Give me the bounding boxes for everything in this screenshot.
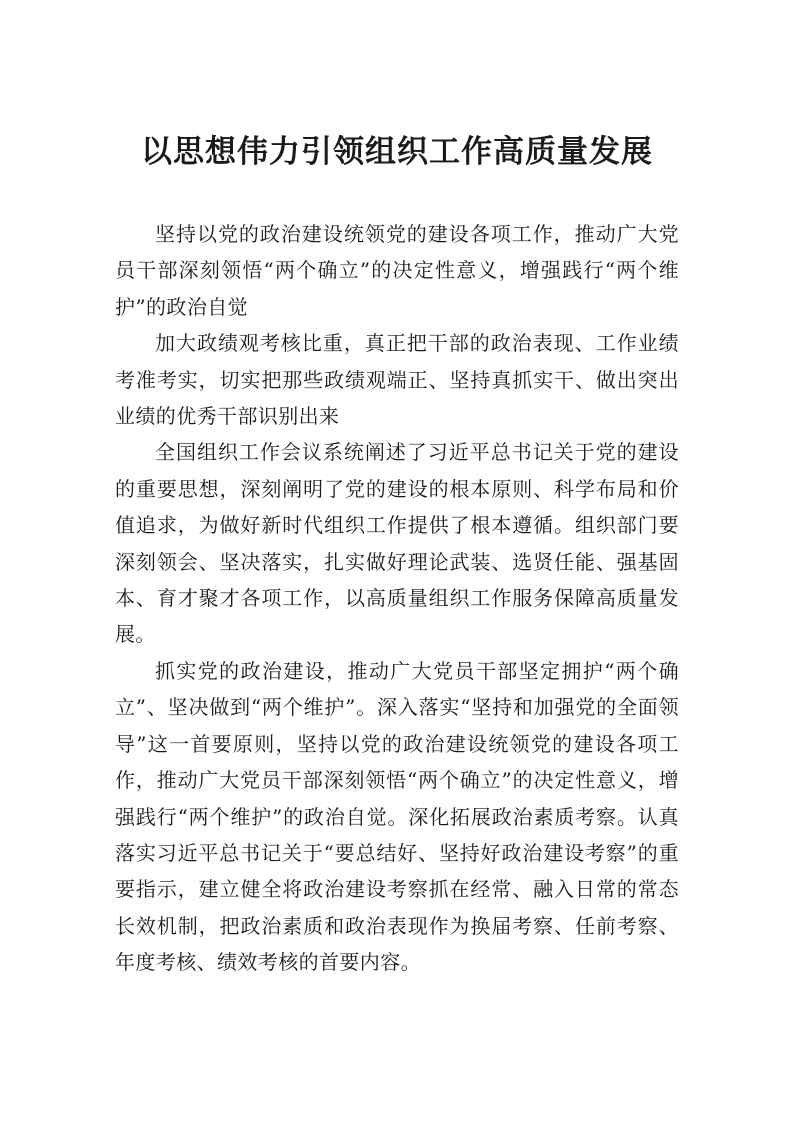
document-title: 以思想伟力引领组织工作高质量发展	[141, 134, 653, 170]
paragraph-4: 抓实党的政治建设，推动广大党员干部坚定拥护“两个确立”、坚决做到“两个维护”。深入落实“坚持和加强党的全面领导”这一首要原则，坚持以党的政治建设统领党的建设各项工作，推动广大党员干部深刻领悟“两个确立”的决定性意义，增强践行“两个维护”的政治自觉。深化拓展政治素质考察。认真落实习近平总书记关于“要总结好、坚持好政治建设考察”的重要指示，建立健全将政治建设考察抓在经常、融入日常的常态长效机制，把政治素质和政治表现作为换届考察、任前考察、年度考核、绩效考核的首要内容。	[115, 658, 679, 975]
paragraph-1: 坚持以党的政治建设统领党的建设各项工作，推动广大党员干部深刻领悟“两个确立”的决定性意义，增强践行“两个维护”的政治自觉	[115, 222, 679, 319]
paragraph-3: 全国组织工作会议系统阐述了习近平总书记关于党的建设的重要思想，深刻阐明了党的建设的根本原则、科学布局和价值追求，为做好新时代组织工作提供了根本遵循。组织部门要深刻领会、坚决落实，扎实做好理论武装、选贤任能、强基固本、育才聚才各项工作，以高质量组织工作服务保障高质量发展。	[115, 440, 679, 647]
paragraph-2: 加大政绩观考核比重，真正把干部的政治表现、工作业绩考准考实，切实把那些政绩观端正、坚持真抓实干、做出突出业绩的优秀干部识别出来	[115, 331, 679, 429]
document-body	[115, 216, 679, 981]
